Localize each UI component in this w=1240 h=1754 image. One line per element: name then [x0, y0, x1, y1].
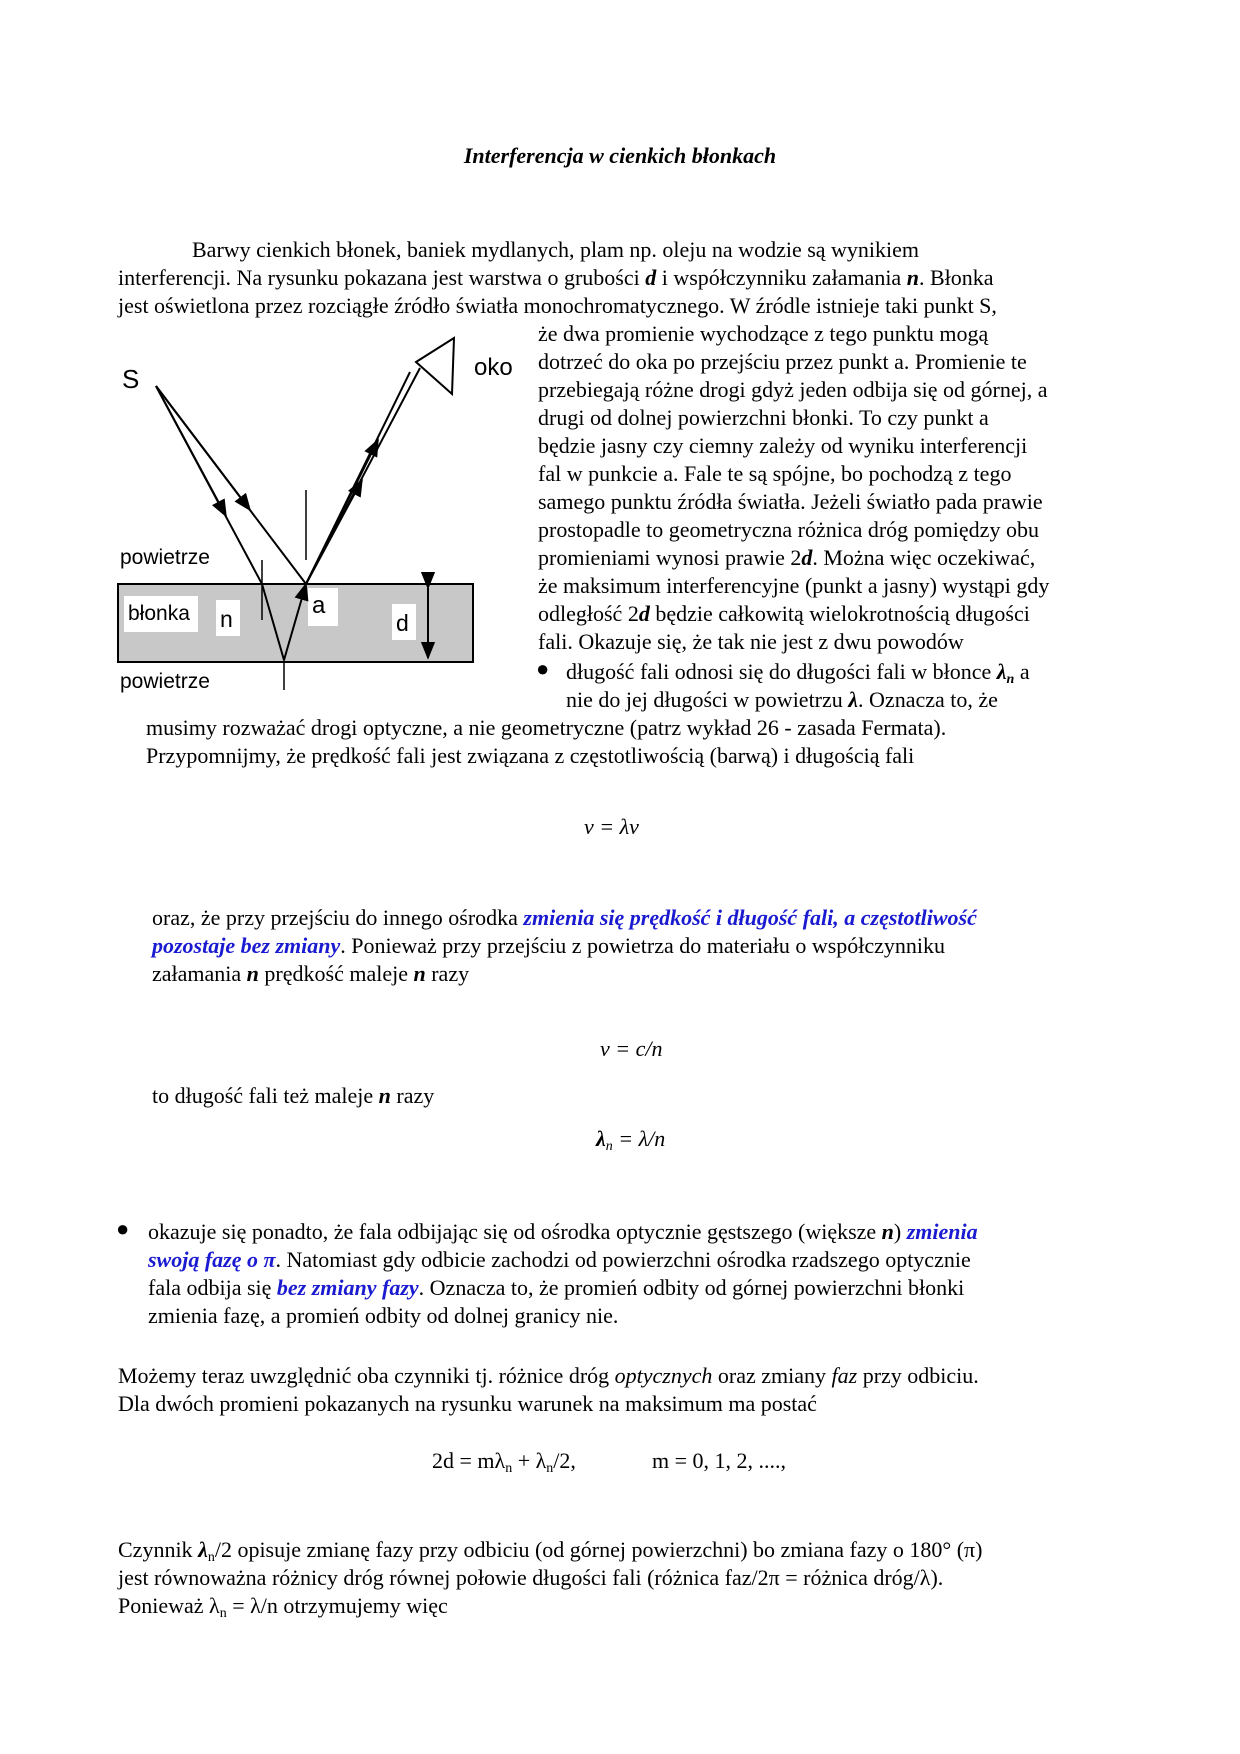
- para4-line1: Czynnik $\lambda_n/2$ opisuje zmianę fazy przy odbiciu (od górnej powierzchni) bo zmiana fazy o 180° (π): [118, 1537, 983, 1565]
- para1-line2: interferencji. Na rysunku pokazana jest warstwa o grubości d i współczynniku załamania n. Błonka: [118, 265, 994, 290]
- para2-line3: załamania n prędkość maleje n razy: [152, 961, 470, 986]
- rc-line2: dotrzeć do oka po przejściu przez punkt a. Promienie te: [538, 349, 1027, 374]
- para2-line1: oraz, że przy przejściu do innego ośrodka zmienia się prędkość i długość fali, a częstotliwość: [152, 905, 977, 930]
- para1-line3: jest oświetlona przez rozciągłe źródło światła monochromatycznego. W źródle istnieje taki punkt S,: [118, 293, 997, 318]
- para3-line2: Dla dwóch promieni pokazanych na rysunku warunek na maksimum ma postać: [118, 1391, 817, 1416]
- ray2-exit-arrow: [306, 440, 378, 584]
- label-oko: oko: [474, 354, 513, 381]
- bullet2-line2: swoją fazę o π. Natomiast gdy odbicie zachodzi od powierzchni ośrodka rzadszego optycznie: [148, 1247, 971, 1272]
- label-powietrze-top: powietrze: [120, 546, 210, 569]
- para4-line3: Ponieważ $\lambda_n = \lambda/n$ otrzymujemy więc: [118, 1593, 448, 1621]
- ray2-arrow: [156, 386, 226, 516]
- para3-line1: Możemy teraz uwzględnić oba czynniki tj. różnice dróg optycznych oraz zmiany faz przy odbiciu.: [118, 1363, 979, 1388]
- label-powietrze-bottom: powietrze: [120, 670, 210, 693]
- equation-v-c-n: v = c/n: [600, 1036, 663, 1061]
- para4-line2: jest równoważna różnicy dróg równej połowie długości fali (różnica faz/2π = różnica dróg/λ).: [118, 1565, 944, 1590]
- bullet-dot: ●: [116, 1216, 130, 1241]
- bullet2-line1: okazuje się ponadto, że fala odbijając się od ośrodka optycznie gęstszego (większe n) zmienia: [148, 1219, 978, 1244]
- label-d: d: [396, 610, 409, 636]
- rc-line1: że dwa promienie wychodzące z tego punktu mogą: [538, 321, 989, 346]
- rc-line4: drugi od dolnej powierzchni błonki. To czy punkt a: [538, 405, 989, 430]
- equation-maximum: $2d = m\lambda_n + \lambda_n/2$,: [432, 1448, 576, 1476]
- equation-lambda-n: $\lambda_n = \lambda/n$: [596, 1126, 666, 1154]
- label-S: S: [122, 364, 140, 394]
- rc-line9: promieniami wynosi prawie 2d. Można więc oczekiwać,: [538, 545, 1036, 570]
- line-to: to długość fali też maleje n razy: [152, 1083, 435, 1108]
- rc-line11: odległość 2d będzie całkowitą wielokrotnością długości: [538, 601, 1030, 626]
- bullet2-line4: zmienia fazę, a promień odbity od dolnej granicy nie.: [148, 1303, 619, 1328]
- ray1-arrow: [156, 386, 250, 510]
- equation-m-condition: m = 0, 1, 2, ....,: [652, 1448, 787, 1473]
- para1-line1: Barwy cienkich błonek, baniek mydlanych, plam np. oleju na wodzie są wynikiem: [192, 237, 920, 262]
- label-blonka: błonka: [128, 602, 190, 625]
- bullet1-line2: nie do jej długości w powietrzu λ. Oznacza to, że: [566, 687, 998, 712]
- rc-line12: fali. Okazuje się, że tak nie jest z dwu powodów: [538, 629, 964, 654]
- page-title: Interferencja w cienkich błonkach: [463, 143, 777, 168]
- bullet1-line3: musimy rozważać drogi optyczne, a nie geometryczne (patrz wykład 26 - zasada Fermata).: [146, 715, 947, 740]
- para2-line2: pozostaje bez zmiany. Ponieważ przy przejściu z powietrza do materiału o współczynniku: [152, 933, 946, 958]
- bullet-dot: ●: [536, 656, 550, 681]
- bullet1-line4: Przypomnijmy, że prędkość fali jest związana z częstotliwością (barwą) i długością fali: [146, 743, 915, 768]
- rc-line5: będzie jasny czy ciemny zależy od wyniku interferencji: [538, 433, 1028, 458]
- equation-v-lambda-nu: v = λν: [584, 814, 639, 839]
- rc-line10: że maksimum interferencyjne (punkt a jasny) wystąpi gdy: [538, 573, 1050, 598]
- eye-icon: [416, 338, 454, 394]
- rc-line7: samego punktu źródła światła. Jeżeli światło pada prawie: [538, 489, 1043, 514]
- rc-line6: fal w punkcie a. Fale te są spójne, bo pochodzą z tego: [538, 461, 1012, 486]
- label-n: n: [220, 606, 233, 632]
- rc-line8: prostopadle to geometryczna różnica dróg pomiędzy obu: [538, 517, 1039, 542]
- bullet2-line3: fala odbija się bez zmiany fazy. Oznacza to, że promień odbity od górnej powierzchni błonki: [148, 1275, 965, 1300]
- label-a: a: [312, 592, 326, 619]
- bullet1-line1: długość fali odnosi się do długości fali w błonce $\lambda_n$ a: [566, 659, 1030, 687]
- rc-line3: przebiegają różne drogi gdyż jeden odbija się od górnej, a: [538, 377, 1048, 402]
